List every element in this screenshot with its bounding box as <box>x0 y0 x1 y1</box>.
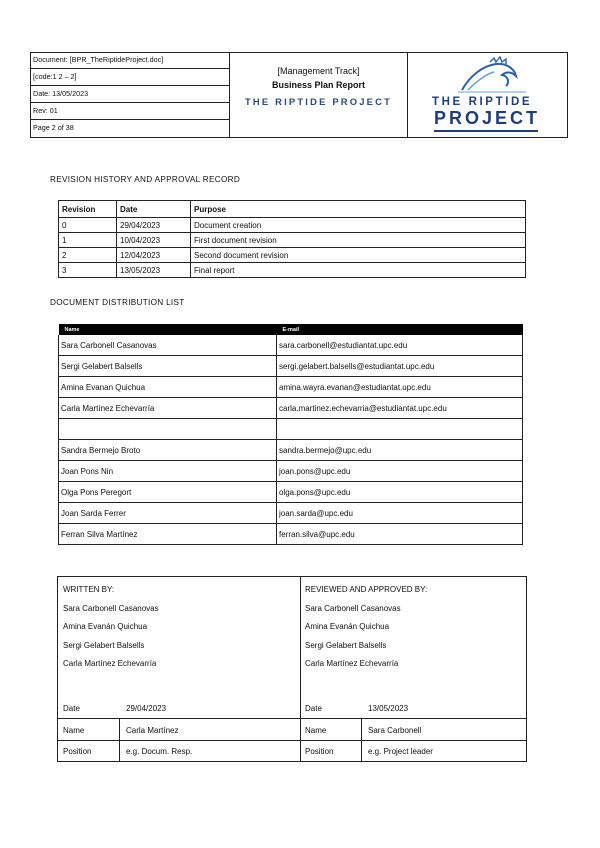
document-filename: Document: [BPR_TheRiptideProject.doc] <box>30 52 230 69</box>
name-cell <box>59 419 277 440</box>
table-row <box>59 503 523 524</box>
logo-text-bottom: PROJECT <box>434 108 541 128</box>
table-row <box>59 263 526 278</box>
report-title: Business Plan Report <box>271 80 366 90</box>
project-name: THE RIPTIDE PROJECT <box>244 96 393 107</box>
email-cell: sergi.gelabert.balsells@estudiantat.upc.edu <box>277 356 523 377</box>
table-row <box>59 335 523 356</box>
email-cell: carla.martinez.echevarria@estudiantat.upc.edu <box>277 398 523 419</box>
document-code: [code:1 2 – 2] <box>30 69 230 86</box>
name-cell: Sandra Bermejo Broto <box>59 440 277 461</box>
revision-section-title: REVISION HISTORY AND APPROVAL RECORD <box>50 175 241 184</box>
revision-col-header: Revision <box>59 201 117 218</box>
name-cell: Sergi Gelabert Balsells <box>59 356 277 377</box>
name-cell: Olga Pons Peregort <box>59 482 277 503</box>
table-row <box>59 377 523 398</box>
revision-cell: 3 <box>59 263 117 278</box>
written-date-label: Date <box>63 704 80 713</box>
email-cell: joan.pons@upc.edu <box>277 461 523 482</box>
date-col-header: Date <box>117 201 191 218</box>
date-cell: 29/04/2023 <box>117 218 191 233</box>
table-row <box>59 233 526 248</box>
purpose-cell: First document revision <box>191 233 526 248</box>
document-date: Date: 13/05/2023 <box>30 86 230 103</box>
reviewed-by-name: Sara Carbonell Casanovas <box>305 604 401 613</box>
name-col-header: Name <box>59 324 277 335</box>
table-row <box>59 440 523 461</box>
purpose-cell: Final report <box>191 263 526 278</box>
name-cell: Amina Evanan Quichua <box>59 377 277 398</box>
email-col-header: E-mail <box>277 324 523 335</box>
written-name: Carla Martínez <box>126 726 179 735</box>
logo-text-top: THE RIPTIDE <box>432 96 533 108</box>
purpose-cell: Document creation <box>191 218 526 233</box>
reviewed-by-name: Carla Martínez Echevarría <box>305 659 399 668</box>
written-name-label: Name <box>63 726 85 735</box>
table-row <box>59 248 526 263</box>
written-date: 29/04/2023 <box>126 704 167 713</box>
email-cell: sara.carbonell@estudiantat.upc.edu <box>277 335 523 356</box>
table-row <box>59 461 523 482</box>
email-cell: olga.pons@upc.edu <box>277 482 523 503</box>
track-label: [Management Track] <box>277 66 360 76</box>
written-by-name: Amina Evanán Quichua <box>63 622 148 631</box>
email-cell: amina.wayra.evanan@estudiantat.upc.edu <box>277 377 523 398</box>
name-cell: Ferran Silva Martínez <box>59 524 277 545</box>
email-cell: joan.sarda@upc.edu <box>277 503 523 524</box>
reviewed-by-column <box>300 577 526 761</box>
reviewed-position: e.g. Project leader <box>368 747 433 756</box>
written-by-name: Sergi Gelabert Balsells <box>63 641 145 650</box>
reviewed-name-label: Name <box>305 726 327 735</box>
distribution-table <box>58 324 523 545</box>
table-row <box>59 419 523 440</box>
name-cell: Joan Sarda Ferrer <box>59 503 277 524</box>
document-revision: Rev: 01 <box>30 103 230 120</box>
name-cell: Carla Martínez Echevarría <box>59 398 277 419</box>
revision-cell: 0 <box>59 218 117 233</box>
written-position: e.g. Docum. Resp. <box>126 747 193 756</box>
purpose-cell: Second document revision <box>191 248 526 263</box>
name-cell: Sara Carbonell Casanovas <box>59 335 277 356</box>
page-number: Page 2 of 38 <box>30 120 230 137</box>
revision-cell: 2 <box>59 248 117 263</box>
table-row <box>59 398 523 419</box>
reviewed-by-name: Amina Evanán Quichua <box>305 622 390 631</box>
email-cell: sandra.bermejo@upc.edu <box>277 440 523 461</box>
reviewed-date: 13/05/2023 <box>368 704 409 713</box>
wave-logo-icon <box>456 56 528 94</box>
purpose-col-header: Purpose <box>191 201 526 218</box>
reviewed-date-label: Date <box>305 704 322 713</box>
written-by-name: Sara Carbonell Casanovas <box>63 604 159 613</box>
table-row <box>59 524 523 545</box>
riptide-logo <box>408 52 568 138</box>
distribution-section-title: DOCUMENT DISTRIBUTION LIST <box>50 298 185 307</box>
name-cell: Joan Pons Nin <box>59 461 277 482</box>
table-row <box>59 482 523 503</box>
table-row <box>59 356 523 377</box>
revision-cell: 1 <box>59 233 117 248</box>
logo-underline <box>434 130 538 132</box>
reviewed-by-name: Sergi Gelabert Balsells <box>305 641 387 650</box>
reviewed-by-label: REVIEWED AND APPROVED BY: <box>305 585 428 594</box>
date-cell: 10/04/2023 <box>117 233 191 248</box>
email-cell <box>277 419 523 440</box>
distribution-header-row <box>59 324 523 335</box>
written-by-column <box>58 577 301 761</box>
reviewed-position-label: Position <box>305 747 334 756</box>
approval-block <box>57 576 527 762</box>
written-by-label: WRITTEN BY: <box>63 585 115 594</box>
revision-header-row <box>59 201 526 218</box>
table-row <box>59 218 526 233</box>
date-cell: 13/05/2023 <box>117 263 191 278</box>
written-by-name: Carla Martínez Echevarría <box>63 659 157 668</box>
revision-table <box>58 200 526 278</box>
email-cell: ferran.silva@upc.edu <box>277 524 523 545</box>
written-position-label: Position <box>63 747 92 756</box>
reviewed-name: Sara Carbonell <box>368 726 422 735</box>
report-title-block <box>230 52 408 138</box>
date-cell: 12/04/2023 <box>117 248 191 263</box>
document-info-block <box>30 52 230 138</box>
